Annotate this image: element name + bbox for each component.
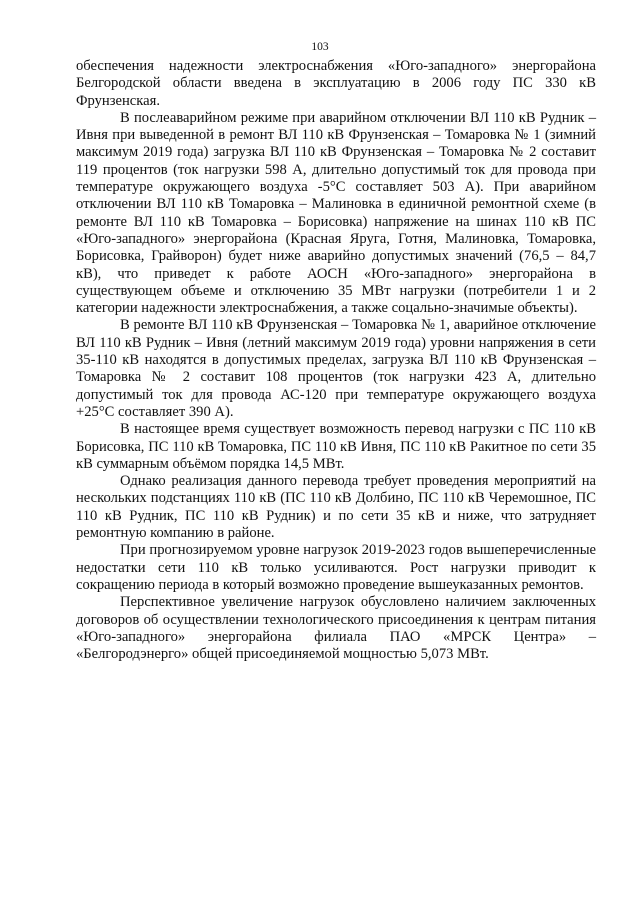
paragraph-post-emergency-mode: В послеаварийном режиме при аварийном отключении ВЛ 110 кВ Рудник – Ивня при выведенной в ремонт ВЛ 110 кВ Фрунзенская – Томаровка № 1 (зимний максимум 2019 года) загрузка ВЛ 110 кВ Фрунзенская – Томаровка № 2 составит 119 процентов (ток нагрузки 598 А, длительно допустимый ток для провода при температуре окружающего воздуха -5°С составляет 503 А). При аварийном отключении ВЛ 110 кВ Томаровка – Малиновка в единичной ремонтной схеме (в ремонте ВЛ 110 кВ Томаровка – Борисовка) напряжение на шинах 110 кВ ПС «Юго-западного» энергорайона (Красная Яруга, Готня, Малиновка, Томаровка, Борисовка, Грайворон) будет ниже аварийно допустимых значений (76,5 – 84,7 кВ), что приведет к работе АОСН «Юго-западного» энергорайона в существующем объеме и отключению 35 МВт нагрузки (потребители 1 и 2 категории надежности электроснабжения, а также соцально-значимые объекты). <box>76 109 596 317</box>
paragraph-repair-mode: В ремонте ВЛ 110 кВ Фрунзенская – Томаровка № 1, аварийное отключение ВЛ 110 кВ Рудник – Ивня (летний максимум 2019 года) уровни напряжения в сети 35-110 кВ находятся в допустимых пределах, загрузка ВЛ 110 кВ Фрунзенская – Томаровка № 2 составит 108 процентов (ток нагрузки 423 А, длительно допустимый ток для провода АС-120 при температуре окружающего воздуха +25°С составляет 390 А). <box>76 317 596 420</box>
paragraph-continuation: обеспечения надежности электроснабжения «Юго-западного» энергорайона Белгородской области введена в эксплуатацию в 2006 году ПС 330 кВ Фрунзенская. <box>76 58 596 109</box>
paragraph-load-growth: Перспективное увеличение нагрузок обусловлено наличием заключенных договоров об осуществлении технологического присоединения к центрам питания «Юго-западного» энергорайона филиала ПАО «МРСК Центра» – «Белгородэнерго» общей присоединяемой мощностью 5,073 МВт. <box>76 594 596 663</box>
paragraph-forecast: При прогнозируемом уровне нагрузок 2019-2023 годов вышеперечисленные недостатки сети 110 кВ только усиливаются. Рост нагрузки приводит к сокращению периода в который возможно проведение вышеуказанных ремонтов. <box>76 542 596 593</box>
document-body <box>76 58 596 663</box>
paragraph-transfer-requirements: Однако реализация данного перевода требует проведения мероприятий на нескольких подстанциях 110 кВ (ПС 110 кВ Долбино, ПС 110 кВ Черемошное, ПС 110 кВ Рудник, ПС 110 кВ Рудник) и по сети 35 кВ и ниже, что затрудняет ремонтную компанию в районе. <box>76 473 596 542</box>
page-number: 103 <box>311 41 329 53</box>
paragraph-load-transfer: В настоящее время существует возможность перевод нагрузки с ПС 110 кВ Борисовка, ПС 110 кВ Томаровка, ПС 110 кВ Ивня, ПС 110 кВ Ракитное по сети 35 кВ суммарным объёмом порядка 14,5 МВт. <box>76 421 596 472</box>
